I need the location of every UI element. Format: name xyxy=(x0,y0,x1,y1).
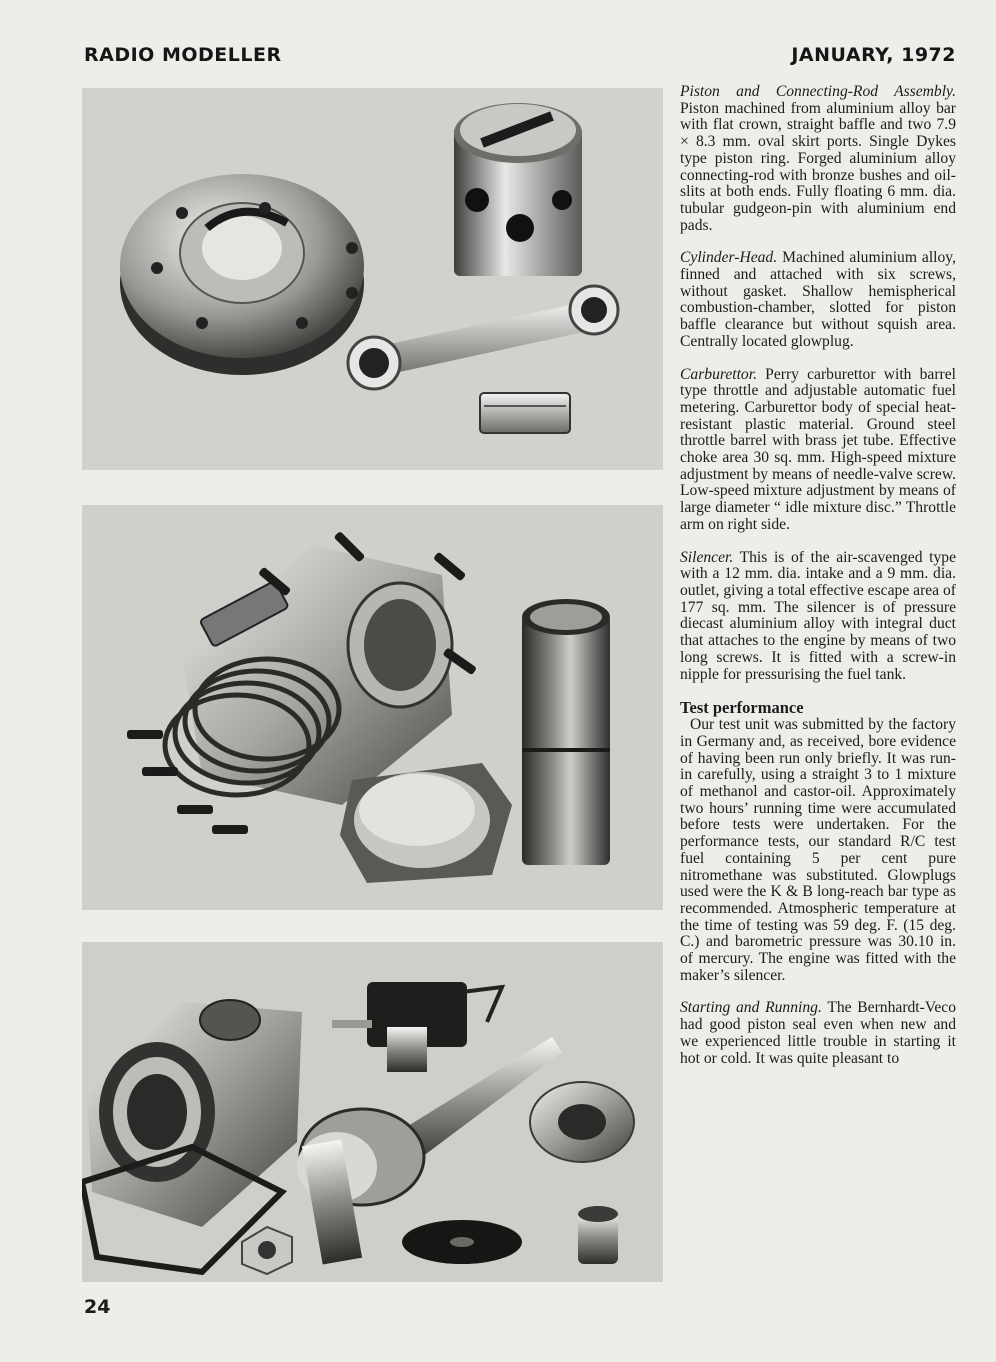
lead-silencer: Silencer. xyxy=(680,548,734,566)
photo-head-piston-conrod xyxy=(82,88,663,470)
heading-test-performance: Test performance xyxy=(680,698,804,718)
issue-date: JANUARY, 1972 xyxy=(791,44,956,66)
magazine-title: RADIO MODELLER xyxy=(84,44,282,66)
paragraph-piston xyxy=(680,84,956,234)
lead-carburettor: Carburettor. xyxy=(680,365,757,383)
lead-starting-running: Starting and Running. xyxy=(680,999,822,1017)
lead-piston: Piston and Connecting-Rod Assembly. xyxy=(680,83,956,100)
body-piston: Piston machined from aluminium alloy bar with flat crown, straight baffle and two 7.9 × 8.3 mm. oval skirt ports. Single Dykes type piston ring. Forged aluminium alloy connecting-rod with bronze bushes and oil-slits at both ends. Fully floating 6 mm. dia. tubular gudgeon-pin with aluminium end pads. xyxy=(680,99,956,234)
body-silencer: This is of the air-scavenged type with a 12 mm. dia. intake and a 9 mm. dia. outlet, giving a total effective escape area of 177 sq. mm. The silencer is of pressure diecast aluminium alloy with integral duct that attaches to the engine by means of two long screws. It is fitted with a screw-in nipple for pressurising the fuel tank. xyxy=(680,548,956,683)
page-number: 24 xyxy=(84,1296,111,1318)
body-carburettor: Perry carburettor with barrel type throttle and adjustable automatic fuel metering. Carburettor body of special heat-resistant plastic material. Ground steel throttle barrel with brass jet tube. Effective choke area 30 sq. mm. High-speed mixture adjustment by means of needle-valve screw. Low-speed mixture adjustment by means of large diameter “ idle mixture disc.” Throttle arm on right side. xyxy=(680,365,956,533)
paragraph-carburettor xyxy=(680,367,956,534)
paragraph-test-performance: Our test unit was submitted by the factory in Germany and, as received, bore evidence of having been run only briefly. It was run-in carefully, using a straight 3 to 1 mixture of methanol and castor-oil. Approximately two hours’ running time were accumulated before tests were undertaken. For the performance tests, our standard R/C test fuel containing 5 per cent pure nitromethane was substituted. Glowplugs used were the K & B long-reach bar type as recommended. Atmospheric temperature at the time of testing was 59 deg. F. (15 deg. C.) and barometric pressure was 30.10 in. of mercury. The engine was fitted with the maker’s silencer. xyxy=(680,716,956,984)
lead-cylinder-head: Cylinder-Head. xyxy=(680,249,778,267)
body-cylinder-head: Machined aluminium alloy, finned and attached with six screws, without gasket. Shallow hemispherical combustion-chamber, slotted for piston baffle clearance but without squish area. Centrally located glowplug. xyxy=(680,249,956,350)
article-column xyxy=(680,84,956,1067)
paragraph-starting-running xyxy=(680,1000,956,1067)
photo-housing-crankshaft-carburettor xyxy=(82,942,663,1282)
paragraph-silencer xyxy=(680,550,956,684)
paragraph-cylinder-head xyxy=(680,250,956,350)
body-starting-running: The Bernhardt-Veco had good piston seal even when new and we experienced little trouble in starting it hot or cold. It was quite pleasant to xyxy=(680,999,957,1067)
photo-crankcase-liner-backplate xyxy=(82,505,663,910)
